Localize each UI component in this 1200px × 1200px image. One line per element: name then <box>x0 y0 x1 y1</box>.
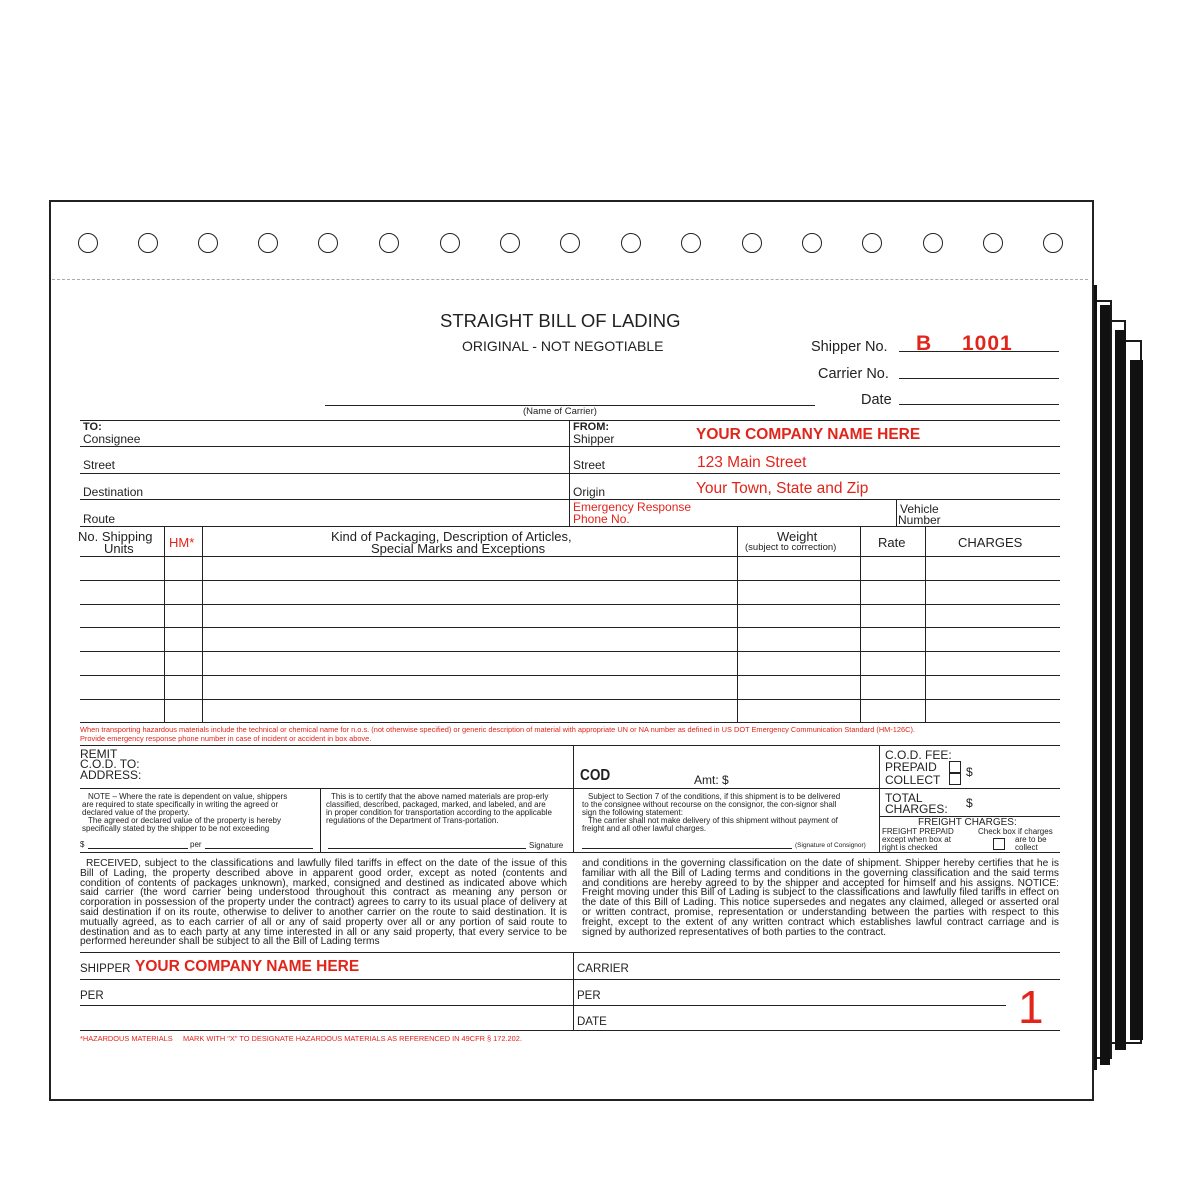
section7-note: sign the following statement: <box>582 808 683 817</box>
company-street: 123 Main Street <box>697 454 807 471</box>
section7-note: The carrier shall not make delivery of this shipment without payment of <box>588 816 838 825</box>
origin-label: Origin <box>573 485 606 499</box>
binding-hole <box>500 233 520 253</box>
shipper-no-line[interactable] <box>899 351 1059 352</box>
rule <box>879 745 880 852</box>
rule <box>80 788 1060 789</box>
prepaid-checkbox[interactable] <box>949 761 961 773</box>
rule <box>320 788 321 852</box>
declared-value-dollar: $ <box>80 840 85 849</box>
table-row[interactable] <box>80 580 1060 581</box>
consignee-street-label: Street <box>83 458 116 472</box>
destination-label: Destination <box>83 485 144 499</box>
hazmat-note: When transporting hazardous materials include the technical or chemical name for n.o.s. (not otherwise specified) or generic description of material with appropriate UN or NA number as defined in US DOT Emergency Communication Standard (HM-126C). <box>80 725 915 734</box>
back-sheet-3-edge <box>1115 330 1126 1050</box>
rule <box>80 473 1060 474</box>
address-label: ADDRESS: <box>80 768 142 782</box>
col-header-description-2: Special Marks and Exceptions <box>371 541 546 556</box>
value-note: are required to state specifically in writing the agreed or <box>82 800 279 809</box>
prepaid-label: PREPAID <box>885 760 937 774</box>
table-row[interactable] <box>80 604 1060 605</box>
footer-note: *HAZARDOUS MATERIALS MARK WITH "X" TO DESIGNATE HAZARDOUS MATERIALS AS REFERENCED IN 49CFR § 172.202. <box>80 1034 522 1043</box>
per-left-label: PER <box>80 990 104 1002</box>
to-label: TO: <box>83 421 102 433</box>
name-of-carrier-label: (Name of Carrier) <box>523 406 597 417</box>
from-label: FROM: <box>573 421 610 433</box>
col-header-description: Kind of Packaging, Description of Articles, <box>331 529 572 544</box>
binding-hole <box>560 233 580 253</box>
rule <box>80 499 1060 500</box>
copy-number: 1 <box>1018 981 1044 1033</box>
certification-signature-label: Signature <box>529 841 564 850</box>
collect-note: Check box if charges <box>978 827 1053 836</box>
col-divider <box>737 526 738 722</box>
carrier-no-field[interactable] <box>899 378 1059 379</box>
col-header-hm: HM* <box>169 535 195 550</box>
certification-signature-field[interactable] <box>328 848 526 849</box>
col-header-units-2: Units <box>104 541 134 556</box>
certification-note: regulations of the Department of Trans-portation. <box>326 816 499 825</box>
rule <box>80 1030 1060 1031</box>
rule <box>80 952 1060 953</box>
binding-hole <box>440 233 460 253</box>
binding-hole <box>198 233 218 253</box>
col-divider <box>925 526 926 722</box>
collect-note-3: collect <box>1015 843 1038 852</box>
binding-hole <box>742 233 762 253</box>
shipper-signature-label: SHIPPER <box>80 963 131 975</box>
table-row[interactable] <box>80 627 1060 628</box>
shipper-no-prefix: B <box>916 332 932 355</box>
value-note: The agreed or declared value of the property is hereby <box>88 816 282 825</box>
rule <box>80 745 1060 746</box>
vehicle-label: Vehicle <box>900 502 939 516</box>
legal-terms-left: RECEIVED, subject to the classifications and lawfully filed tariffs in effect on the date of the issue of this Bill of Lading, the property described above in apparent good order, except as noted (contents and condition of contents of packages unknown), marked, consigned and destined as indicated above which said carrier (the word carrier being understood throughout this contract as meaning any person or corporation in possession of the property under the contract) agrees to carry to its usual place of delivery at said destination if on its route, otherwise to deliver to another carrier on the route to said destination. It is mutually agreed, as to each carrier of all or any of said property over all or any portion of said route to destination and as to each party at any time interested in all or any said property, that every service to be performed hereunder shall be subject to all the Bill of Lading terms <box>80 858 567 948</box>
col-header-rate: Rate <box>878 535 906 550</box>
form-subtitle: ORIGINAL - NOT NEGOTIABLE <box>462 338 664 354</box>
rule <box>80 446 1060 447</box>
legal-terms-right: and conditions in the governing classification on the date of shipment. Shipper hereby certifies that he is familiar with all the Bill of Lading terms and conditions in the governing classification and the said terms and conditions are hereby agreed to by the shipper and accepted for himself and his assigns. NOTICE: Freight moving under this Bill of Lading is subject to the classifications and lawfully filed tariffs in effect on the date of this Bill of Lading. This notice supersedes and negates any claimed, alleged or asserted oral or written contract, promise, representation or understanding between the parties with respect to this freight, except to the extent of any written contract which establishes lawful contract carriage and is signed by authorized representatives of both parties to the contract. <box>582 858 1059 938</box>
binding-hole <box>862 233 882 253</box>
table-header-rule <box>80 556 1060 557</box>
collect-checkbox[interactable] <box>949 773 961 785</box>
cod-logo: COD <box>580 767 611 784</box>
col-header-units: No. Shipping <box>78 529 153 544</box>
back-sheet-4-edge <box>1130 360 1143 1040</box>
declared-value-field[interactable] <box>88 848 188 849</box>
date-field[interactable] <box>899 404 1059 405</box>
total-charges-label: TOTAL <box>885 791 923 805</box>
value-note: declared value of the property. <box>82 808 190 817</box>
section7-note: to the consignee without recourse on the consignor, the con-signor shall <box>582 800 837 809</box>
declared-value-per: per <box>190 840 202 849</box>
shipper-signature-name: YOUR COMPANY NAME HERE <box>135 958 360 975</box>
shipper-label: Shipper <box>573 432 615 446</box>
total-charges-dollar: $ <box>966 796 973 810</box>
binding-hole <box>1043 233 1063 253</box>
binding-hole <box>379 233 399 253</box>
binding-hole <box>78 233 98 253</box>
back-sheet-2-edge <box>1100 305 1110 1065</box>
perforation-line[interactable] <box>52 279 1088 280</box>
per-right-label: PER <box>577 990 601 1002</box>
company-name: YOUR COMPANY NAME HERE <box>696 426 921 443</box>
rule <box>896 499 897 526</box>
route-label: Route <box>83 512 116 526</box>
freight-prepaid-note: except when box at <box>882 835 951 844</box>
certification-note: in proper condition for transportation according to the applicable <box>326 808 552 817</box>
section7-note: Subject to Section 7 of the conditions, if this shipment is to be delivered <box>588 792 841 801</box>
carrier-signature-label: CARRIER <box>577 963 629 975</box>
value-note: NOTE – Where the rate is dependent on value, shippers <box>88 792 288 801</box>
date-label: Date <box>861 392 892 408</box>
col-divider <box>202 526 203 722</box>
total-charges-label-2: CHARGES: <box>885 802 948 816</box>
binding-hole <box>802 233 822 253</box>
rule <box>80 420 1060 421</box>
cod-fee-label: C.O.D. FEE: <box>885 748 952 762</box>
binding-hole <box>318 233 338 253</box>
rule <box>573 952 574 1030</box>
freight-charges-label: FREIGHT CHARGES: <box>918 817 1017 828</box>
company-city: Your Town, State and Zip <box>696 480 869 497</box>
rule <box>573 745 574 852</box>
collect-note-2: are to be <box>1015 835 1047 844</box>
table-bottom-rule <box>80 722 1060 723</box>
binding-hole <box>138 233 158 253</box>
table-row[interactable] <box>80 651 1060 652</box>
collect-label: COLLECT <box>885 773 941 787</box>
certification-note: classified, described, packaged, marked, and labeled, and are <box>326 800 546 809</box>
value-note: specifically stated by the shipper to be not exceeding <box>82 824 270 833</box>
hazmat-note-2: Provide emergency response phone number in case of incident or accident in box above. <box>80 734 372 743</box>
emergency-response-label: Emergency Response <box>573 500 692 514</box>
section7-note: freight and all other lawful charges. <box>582 824 707 833</box>
consignee-label: Consignee <box>83 432 141 446</box>
col-divider <box>164 526 165 722</box>
cod-to-label: C.O.D. TO: <box>80 757 140 771</box>
signature-date-label: DATE <box>577 1016 607 1028</box>
declared-value-per-field[interactable] <box>205 848 313 849</box>
col-header-charges: CHARGES <box>958 535 1023 550</box>
freight-collect-checkbox[interactable] <box>993 838 1005 850</box>
rule <box>80 979 1060 980</box>
freight-prepaid-label: FREIGHT PREPAID <box>882 827 954 836</box>
certification-note: This is to certify that the above named materials are prop-erly <box>331 792 549 801</box>
binding-hole <box>983 233 1003 253</box>
binding-hole <box>621 233 641 253</box>
cod-amount-label: Amt: $ <box>694 773 729 787</box>
cod-fee-dollar: $ <box>966 765 973 779</box>
binding-hole <box>258 233 278 253</box>
form-title: STRAIGHT BILL OF LADING <box>440 310 681 331</box>
table-row[interactable] <box>80 675 1060 676</box>
col-divider <box>860 526 861 722</box>
col-header-weight-note: (subject to correction) <box>745 542 837 553</box>
remit-label: REMIT <box>80 747 118 761</box>
rule <box>80 1005 1006 1006</box>
freight-prepaid-note-2: right is checked <box>882 843 938 852</box>
binding-hole <box>681 233 701 253</box>
vehicle-number-label: Number <box>898 513 941 527</box>
rule <box>569 420 570 526</box>
shipper-street-label: Street <box>573 458 606 472</box>
emergency-phone-label: Phone No. <box>573 512 630 526</box>
consignor-signature-label: (Signature of Consignor) <box>795 842 866 849</box>
consignor-signature-field[interactable] <box>582 848 792 849</box>
carrier-no-label: Carrier No. <box>818 366 889 382</box>
table-row[interactable] <box>80 699 1060 700</box>
binding-hole <box>923 233 943 253</box>
shipper-no-label: Shipper No. <box>811 339 888 355</box>
col-header-weight: Weight <box>777 529 818 544</box>
shipper-no-value: 1001 <box>962 332 1013 355</box>
